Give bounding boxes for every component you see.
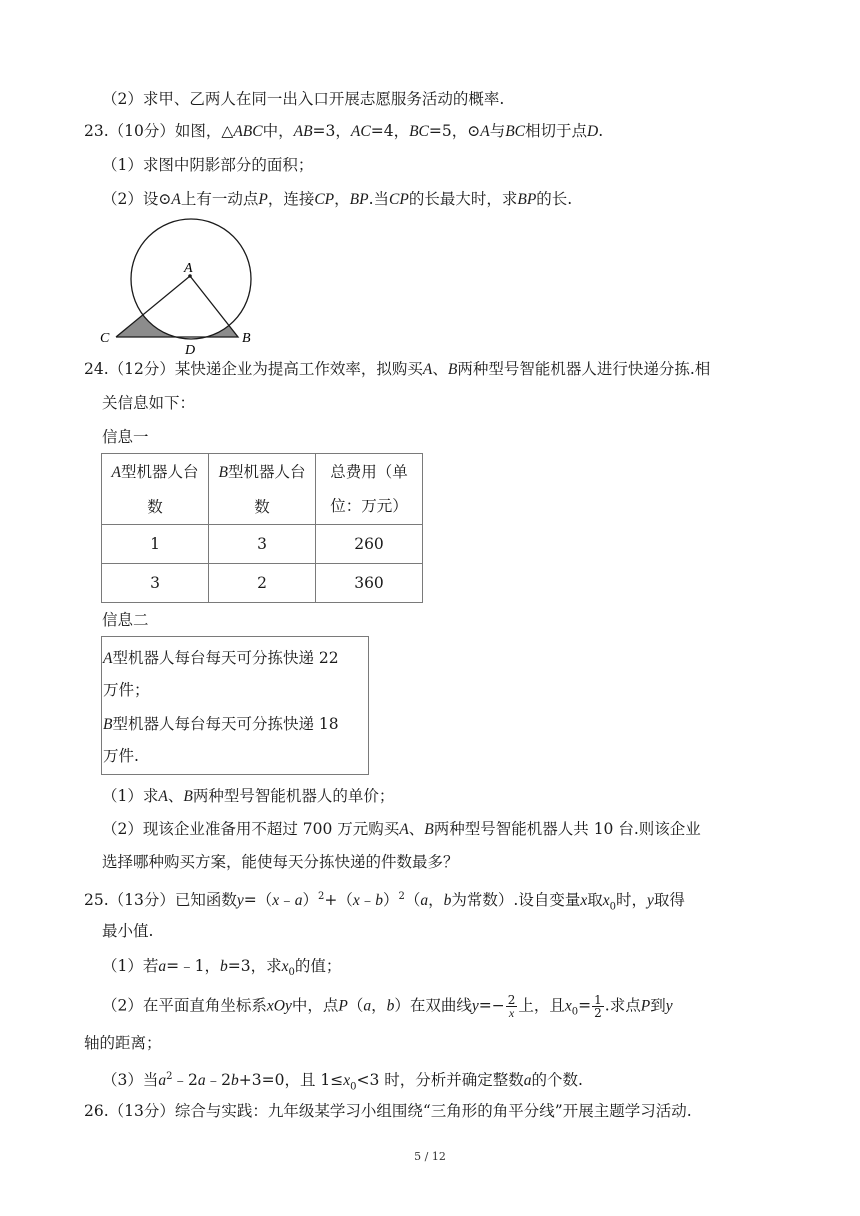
q25-stem-line1: 25.（13分）已知函数y=（x﹣a）$^2$+（x﹣b）$^2$（a，b为常数）.设自变量x取$x_0$时，y取得 <box>84 891 685 913</box>
table-cell: 3 <box>102 564 209 603</box>
q24-part1: （1）求A、B两种型号智能机器人的单价； <box>102 787 395 805</box>
q23-part2: （2）设⊙A上有一动点P，连接CP，BP.当CP的长最大时，求BP的长. <box>102 190 573 208</box>
table-cell: 1 <box>102 525 209 564</box>
circle-a <box>131 219 251 339</box>
header-a-count: A型机器人台 数 <box>102 454 209 525</box>
q23-part1: （1）求图中阴影部分的面积； <box>102 156 314 174</box>
info2-box <box>101 636 369 775</box>
page-number: 5 / 12 <box>414 1150 446 1163</box>
q24-info2-label: 信息二 <box>102 611 149 629</box>
q24-info1-label: 信息一 <box>102 428 149 446</box>
table-header-row <box>102 454 423 525</box>
q24-part2-line2: 选择哪种购买方案，能使每天分拣快递的件数最多？ <box>102 853 459 871</box>
q25-part3: （3）当$a^2﹣2a﹣2b+3=0$，且 $1\le x_0<3$ 时，分析并确定整数a的个数. <box>102 1071 583 1093</box>
table-cell: 260 <box>316 525 423 564</box>
q23-figure <box>96 206 266 356</box>
q23-stem: 23.（10分）如图，△ABC中，AB=3，AC=4，BC=5，⊙A与BC相切于点D. <box>84 122 604 140</box>
q25-part2-line1: （2）在平面直角坐标系xOy中，点P（a，b）在双曲线y=− $\frac{2}{x}$ 上，且$x_0=$ $\frac{1}{2}$ .求点P到y <box>102 993 673 1020</box>
q25-stem-line2: 最小值. <box>102 922 154 940</box>
table-row <box>102 525 423 564</box>
header-total-cost: 总费用（单 位：万元） <box>316 454 423 525</box>
header-b-count: B型机器人台 数 <box>209 454 316 525</box>
info2-line1: A型机器人每台每天可分拣快递 22 <box>103 649 339 667</box>
q26-stem: 26.（13分）综合与实践：九年级某学习小组围绕“三角形的角平分线”开展主题学习活动. <box>84 1102 692 1120</box>
label-b: B <box>242 331 251 346</box>
q24-stem-line2: 关信息如下： <box>102 394 196 412</box>
table-cell: 3 <box>209 525 316 564</box>
shaded-region <box>116 276 238 337</box>
label-a: A <box>184 261 193 276</box>
q22-part2: （2）求甲、乙两人在同一出入口开展志愿服务活动的概率. <box>102 90 505 108</box>
table-cell: 360 <box>316 564 423 603</box>
q25-part2-line2: 轴的距离； <box>84 1034 162 1052</box>
info1-table <box>101 453 423 603</box>
fraction-2-over-x: $\frac{2}{x}$ <box>507 993 516 1020</box>
info2-line3: B型机器人每台每天可分拣快递 18 <box>103 715 339 733</box>
label-c: C <box>100 331 110 346</box>
q24-stem-line1: 24.（12分）某快递企业为提高工作效率，拟购买A、B两种型号智能机器人进行快递分拣.相 <box>84 360 711 378</box>
q25-part1: （1）若a=﹣1，b=3，求$x_0$的值； <box>102 957 342 979</box>
info2-line4: 万件. <box>103 747 139 765</box>
table-row <box>102 564 423 603</box>
q24-part2-line1: （2）现该企业准备用不超过 700 万元购买A、B两种型号智能机器人共 10 台.则该企业 <box>102 820 701 838</box>
label-d: D <box>185 343 196 356</box>
table-cell: 2 <box>209 564 316 603</box>
fraction-1-over-2: $\frac{1}{2}$ <box>594 993 602 1020</box>
info2-line2: 万件； <box>103 681 150 699</box>
